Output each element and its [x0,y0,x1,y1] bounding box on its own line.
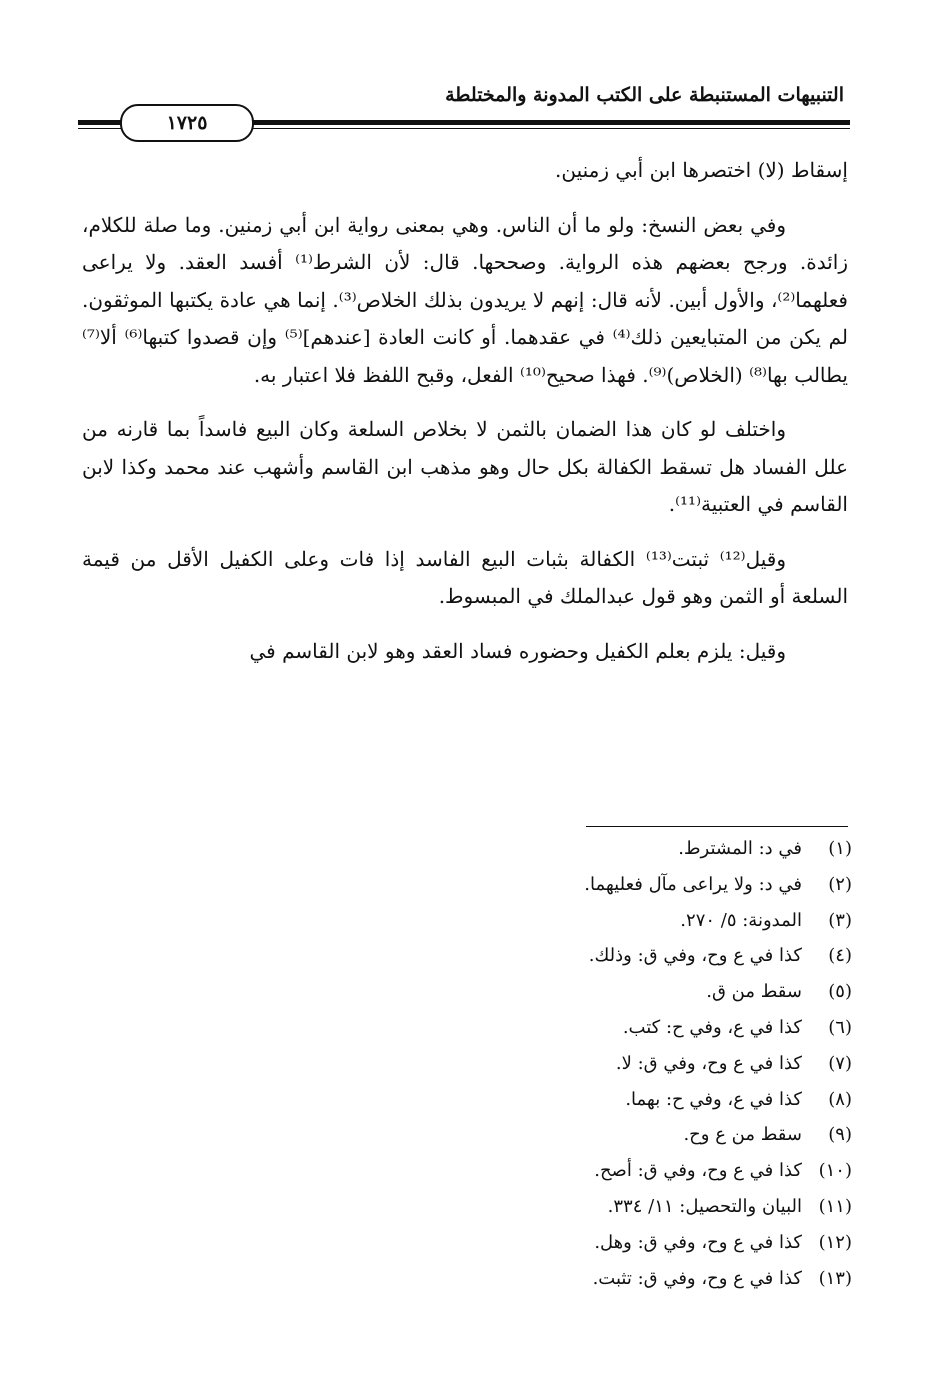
main-text [82,152,848,687]
paragraph: واختلف لو كان هذا الضمان بالثمن لا بخلاص السلعة وكان البيع فاسداً بما قارنه من علل الفساد هل تسقط الكفالة بكل حال وهو مذهب ابن القاسم وأشهب عند محمد وكذا لابن القاسم في العتبية⁽¹¹⁾. [82,417,848,516]
paragraph: وقيل⁽¹²⁾ ثبتت⁽¹³⁾ الكفالة بثبات البيع الفاسد إذا فات وعلى الكفيل الأقل من قيمة السلعة أو الثمن وهو قول عبدالملك في المبسوط. [82,546,848,608]
footnote-number: (٧) [828,1052,852,1074]
page-number-badge [120,104,254,142]
footnote-number: (١) [828,838,852,859]
paragraph: إسقاط (لا) اختصرها ابن أبي زمنين. [555,158,848,182]
page-number: ١٧٢٥ [166,112,208,134]
footnote-number: (٣) [828,909,852,931]
footnote-text: المدونة: ٥/ ٢٧٠. [680,909,802,931]
page-header [78,80,850,136]
footnote-text: كذا في ع وح، وفي ق: لا. [615,1052,802,1074]
footnote-number: (٤) [828,945,852,967]
footnote [300,910,852,946]
footnote [300,1089,852,1125]
footnote [300,1053,852,1089]
footnote [300,1017,852,1053]
footnote [300,1268,852,1304]
footnote-text: في د: ولا يراعى مآل فعليهما. [584,873,802,895]
footnote-text: كذا في ع وح، وفي ق: وذلك. [588,945,802,967]
footnote [300,1160,852,1196]
footnote-text: سقط من ق. [706,981,802,1003]
footnote-text: البيان والتحصيل: ١١/ ٣٣٤. [607,1195,802,1217]
footnote-text: سقط من ع وح. [683,1124,802,1146]
footnote-separator [586,826,848,827]
footnote-number: (١٢) [818,1231,852,1253]
footnote-number: (١٠) [818,1160,852,1182]
footnote-number: (١١) [818,1195,852,1217]
footnote-text: كذا في ع وح، وفي ق: وهل. [594,1231,802,1253]
footnote [300,1124,852,1160]
footnote-number: (٥) [828,981,852,1003]
running-title: التنبيهات المستنبطة على الكتب المدونة والمختلطة [445,84,844,106]
footnote-text: كذا في ع، وفي ح: بهما. [625,1088,802,1110]
footnote-text: في د: المشترط. [678,838,802,859]
footnote [300,981,852,1017]
footnote-number: (٢) [828,873,852,895]
footnote-number: (١٣) [818,1267,852,1289]
paragraph: وفي بعض النسخ: ولو ما أن الناس. وهي بمعنى رواية ابن أبي زمنين. وما صلة للكلام، زائدة. ورجح بعضهم هذه الرواية. وصححها. قال: لأن الشرط⁽¹⁾ أفسد العقد. ولا يراعى فعلهما⁽²⁾، والأول أبين. لأنه قال: إنهم لا يريدون بذلك الخلاص⁽³⁾. إنما هي عادة يكتبها الموثقون. لم يكن من المتبايعين ذلك⁽⁴⁾ في عقدهما. أو كانت العادة [عندهم]⁽⁵⁾ وإن قصدوا كتبها⁽⁶⁾ ألا⁽⁷⁾ يطالب بها⁽⁸⁾ (الخلاص)⁽⁹⁾. فهذا صحيح⁽¹⁰⁾ الفعل، وقبح اللفظ فلا اعتبار به. [82,212,848,387]
footnote-number: (٦) [828,1016,852,1038]
footnote-number: (٨) [828,1088,852,1110]
footnote-text: كذا في ع وح، وفي ق: أصح. [594,1160,802,1182]
footnote-text: كذا في ع، وفي ح: كتب. [622,1016,802,1038]
footnote-number: (٩) [828,1124,852,1146]
footnote-text: كذا في ع وح، وفي ق: تثبت. [592,1267,802,1289]
footnote [300,1232,852,1268]
footnote [300,838,852,874]
footnotes [300,838,852,1303]
footnote [300,945,852,981]
paragraph: وقيل: يلزم بعلم الكفيل وحضوره فساد العقد وهو لابن القاسم في [249,638,786,663]
footnote [300,1196,852,1232]
footnote [300,874,852,910]
